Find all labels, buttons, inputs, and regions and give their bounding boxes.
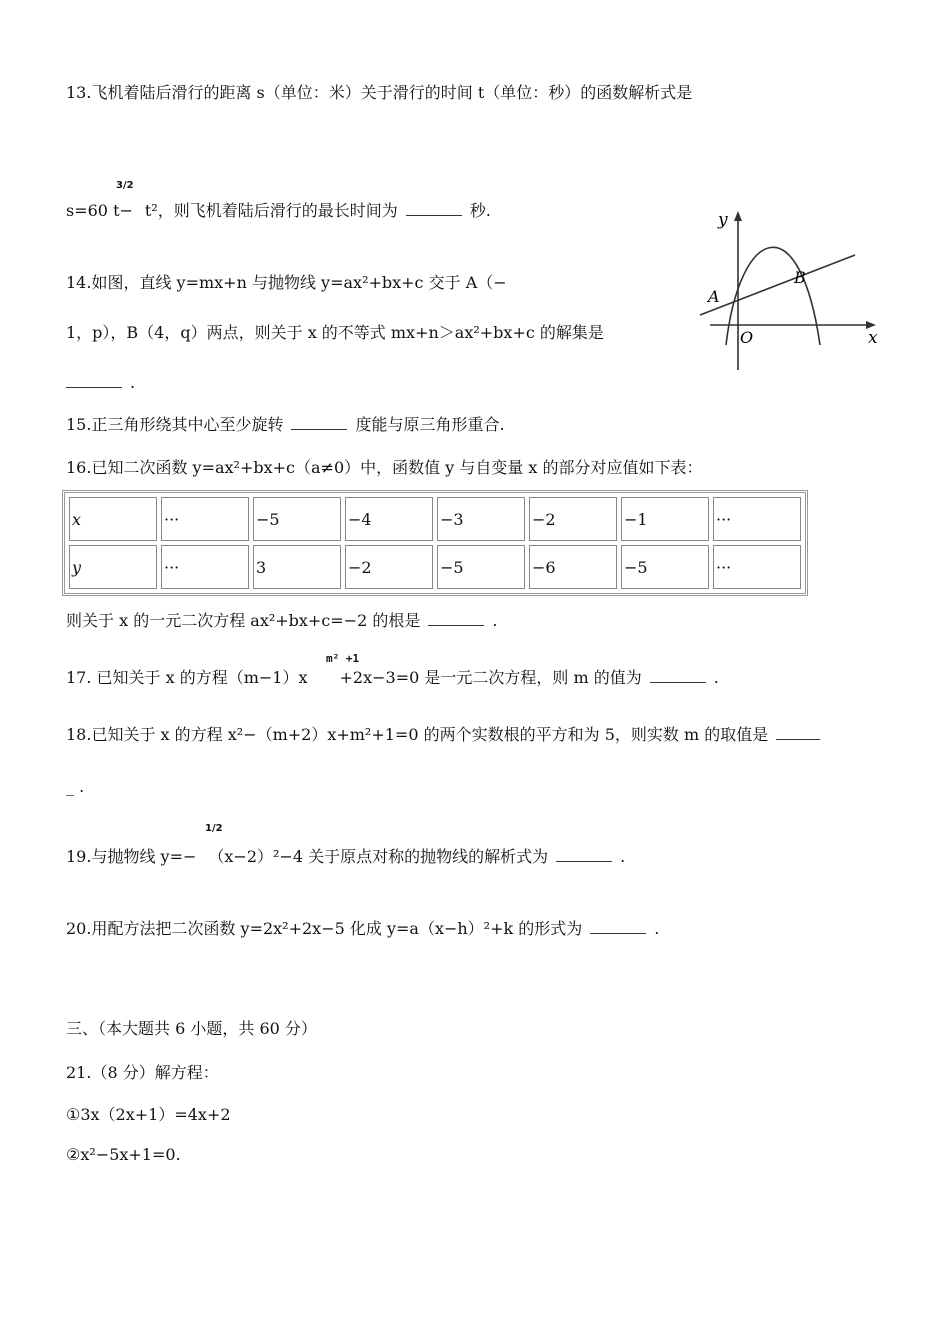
parabola-line-figure	[690, 205, 890, 375]
table-cell: −5	[621, 545, 709, 589]
table-cell: ···	[161, 497, 249, 541]
q17-line: 17. 已知关于 x 的方程（m−1）x +2x−3=0 是一元二次方程，则 m 的值为 .	[66, 668, 719, 687]
q21-item-2: ②x²−5x+1=0.	[66, 1145, 181, 1164]
q14-line3: .	[66, 372, 135, 394]
table-row	[69, 497, 801, 541]
straight-line	[700, 255, 855, 315]
q14-answer-blank[interactable]	[66, 373, 122, 388]
table-cell: 3	[253, 545, 341, 589]
table-cell: −1	[621, 497, 709, 541]
q17-exponent: m² +1	[326, 652, 360, 665]
origin-label: O	[740, 328, 754, 347]
q13-formula-start: s=60 t−	[66, 201, 133, 220]
q18-answer-blank[interactable]	[776, 725, 820, 740]
y-axis-label: y	[718, 210, 728, 230]
q13-answer-blank[interactable]	[406, 201, 462, 216]
x-axis-label: x	[868, 328, 878, 348]
table-cell: −2	[529, 497, 617, 541]
table-cell: −4	[345, 497, 433, 541]
q19-answer-blank[interactable]	[556, 847, 612, 862]
table-cell: ···	[713, 497, 801, 541]
table-cell: ···	[713, 545, 801, 589]
section-3-heading: 三、（本大题共 6 小题，共 60 分）	[66, 1019, 317, 1038]
table-cell: −6	[529, 545, 617, 589]
y-axis-arrow	[734, 211, 742, 221]
q13-line1: 13.飞机着陆后滑行的距离 s（单位：米）关于滑行的时间 t（单位：秒）的函数解析式是	[66, 83, 693, 102]
q13-line2	[66, 200, 491, 222]
q15-answer-blank[interactable]	[291, 415, 347, 430]
q13-unit: 秒.	[469, 201, 491, 220]
table-cell: −5	[437, 545, 525, 589]
table-cell: −2	[345, 545, 433, 589]
table-cell: x	[69, 497, 157, 541]
q16-answer-blank[interactable]	[428, 611, 484, 626]
q21-title: 21.（8 分）解方程：	[66, 1063, 219, 1082]
q15-line: 15.正三角形绕其中心至少旋转 度能与原三角形重合.	[66, 415, 505, 434]
table-cell: −5	[253, 497, 341, 541]
q18-line1: 18.已知关于 x 的方程 x²−（m+2）x+m²+1=0 的两个实数根的平方和为 5，则实数 m 的取值是	[66, 724, 828, 746]
q17-answer-blank[interactable]	[650, 668, 706, 683]
table-cell: ···	[161, 545, 249, 589]
q13-formula-end: t²，则飞机着陆后滑行的最长时间为	[144, 201, 398, 220]
table-row	[69, 545, 801, 589]
q21-item-1: ①3x（2x+1）=4x+2	[66, 1105, 231, 1124]
point-a-label: A	[708, 287, 720, 306]
q14-line2: 1，p），B（4，q）两点，则关于 x 的不等式 mx+n＞ax²+bx+c 的解集是	[66, 323, 604, 342]
table-cell: −3	[437, 497, 525, 541]
q14-line1: 14.如图，直线 y=mx+n 与抛物线 y=ax²+bx+c 交于 A（−	[66, 273, 507, 292]
point-b-label: B	[794, 268, 806, 287]
value-table	[62, 490, 808, 596]
q20-answer-blank[interactable]	[590, 919, 646, 934]
table-cell: y	[69, 545, 157, 589]
q19-line: 19.与抛物线 y=− （x−2）²−4 关于原点对称的抛物线的解析式为 .	[66, 847, 626, 866]
q13-fraction: 3/2	[116, 180, 134, 191]
q19-fraction: 1/2	[205, 823, 223, 834]
q20-line: 20.用配方法把二次函数 y=2x²+2x−5 化成 y=a（x−h）²+k 的形式为 .	[66, 919, 660, 938]
q16-question: 则关于 x 的一元二次方程 ax²+bx+c=−2 的根是 .	[66, 611, 498, 630]
q16-intro: 16.已知二次函数 y=ax²+bx+c（a≠0）中，函数值 y 与自变量 x 的部分对应值如下表：	[66, 458, 703, 477]
q18-line2: _ .	[66, 777, 85, 796]
